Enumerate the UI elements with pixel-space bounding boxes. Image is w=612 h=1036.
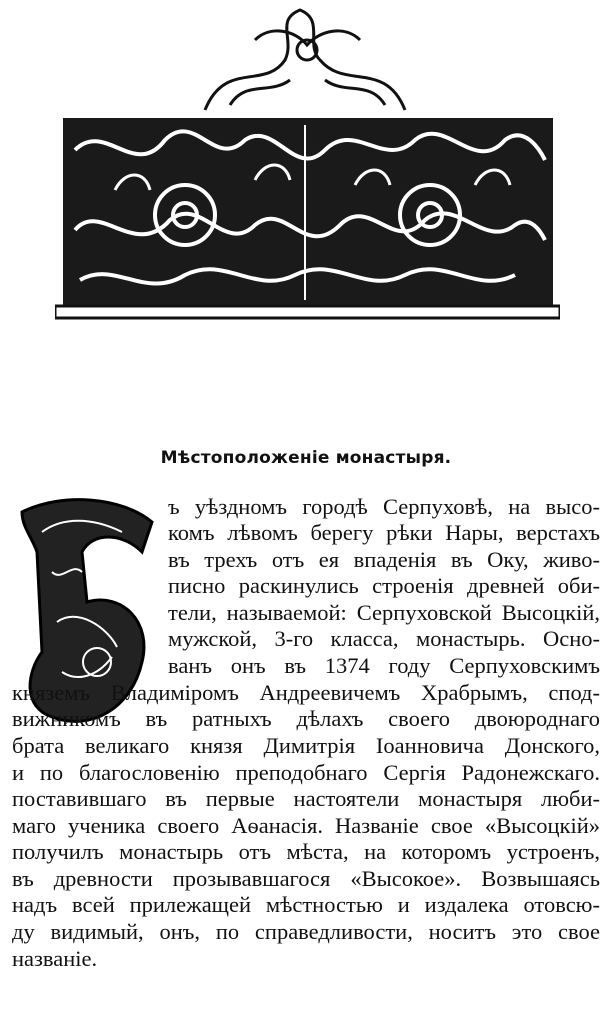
text-line: маго ученика своего Аѳанасія. Названіе свое «Высоцкій» [12,813,600,838]
text-line: въ древности прозывавшагося «Высокое». Возвышаясь [12,866,600,891]
text-line: ду видимый, онъ, по справедливости, носитъ это свое [12,919,600,944]
text-line: ванъ онъ въ 1374 году Серпуховскимъ [168,653,600,678]
text-line: названіе. [12,946,98,971]
text-line: поставившаго въ первые настоятели монастыря люби- [12,786,600,811]
text-line: брата великаго князя Димитрія Іоанновича Донского, [12,733,600,758]
text-line: мужской, 3-го класса, монастырь. Осно- [168,626,600,651]
section-heading: Мѣстоположеніе монастыря. [160,448,452,468]
text-line: писно раскинулись строенія древней оби- [168,573,600,598]
text-line: тели, называемой: Серпуховской Высоцкій, [168,600,600,625]
text-line: въ трехъ отъ ея впаденія въ Оку, живо- [168,547,600,572]
crown-flourish [205,10,405,110]
text-line: княземъ Владиміромъ Андреевичемъ Храбрымъ, спод- [12,680,600,705]
text-line: надъ всей прилежащей мѣстностью и издалека отовсю- [12,892,600,917]
text-line: получилъ монастырь отъ мѣста, на которомъ устроенъ, [12,839,600,864]
decorative-headpiece-ornament [55,0,560,325]
frieze-base [55,306,560,318]
text-line: ъ уѣздномъ городѣ Серпуховѣ, на высо- [168,494,600,519]
drop-cap-letter: В [2,492,3,493]
text-line: вижникомъ въ ратныхъ дѣлахъ своего двоюроднаго [12,706,600,731]
text-line: комъ лѣвомъ берегу рѣки Нары, верстахъ [168,520,600,545]
text-line: и по благословенію преподобнаго Сергія Радонежскаго. [12,760,600,785]
